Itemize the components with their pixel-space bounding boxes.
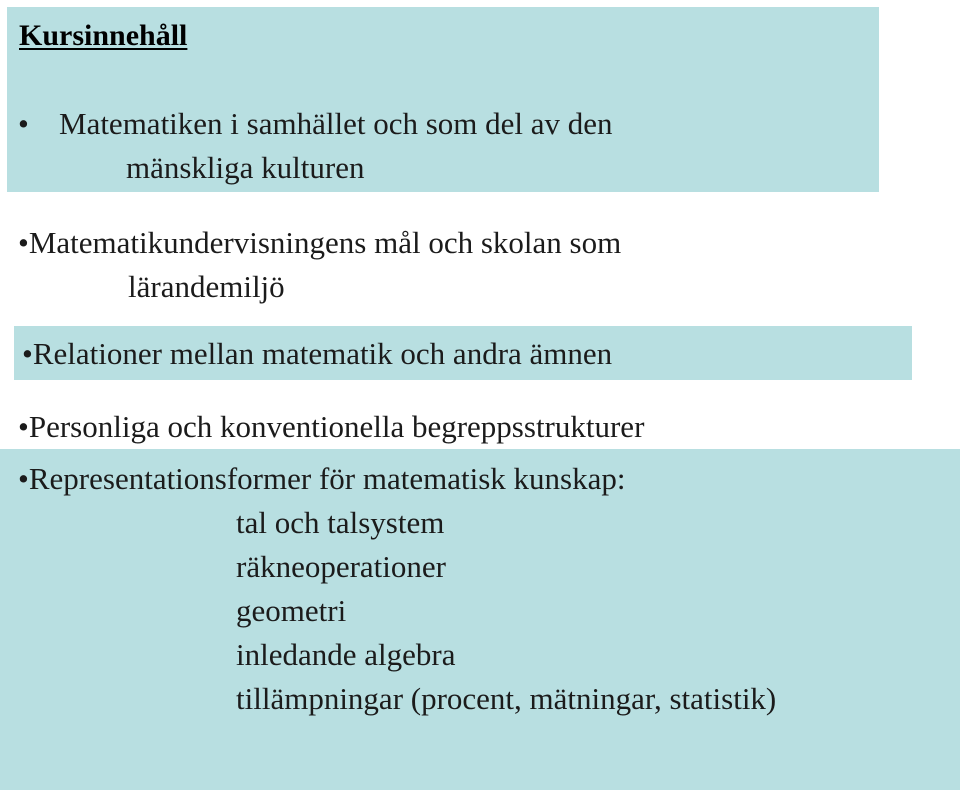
bullet-item-2	[18, 221, 621, 309]
bullet-glyph: •	[18, 461, 29, 496]
bullet-item-4-line-1: Personliga och konventionella begreppsstrukturer	[28, 409, 645, 444]
sub-item-geometry: geometri	[236, 593, 347, 628]
bullet-item-1-line-2: mänskliga kulturen	[126, 150, 365, 185]
sub-item-algebra: inledande algebra	[236, 637, 456, 672]
bullet-glyph: •	[18, 409, 29, 444]
bullet-item-2-line-1: Matematikundervisningens mål och skolan som	[28, 225, 622, 260]
bullet-item-1-line-1: Matematiken i samhället och som del av den	[59, 106, 613, 141]
sub-item-numbers: tal och talsystem	[236, 505, 445, 540]
bullet-glyph: •	[22, 336, 33, 371]
sub-item-applications: tillämpningar (procent, mätningar, statistik)	[236, 681, 777, 716]
bullet-item-1	[18, 102, 613, 190]
sub-item-operations: räkneoperationer	[236, 549, 446, 584]
bullet-item-4	[18, 405, 644, 449]
bullet-item-3-line-1: Relationer mellan matematik och andra ämnen	[32, 336, 613, 371]
bullet-item-3	[22, 332, 612, 376]
bullet-item-5	[18, 457, 776, 721]
bullet-glyph: •	[18, 106, 29, 141]
bullet-item-2-line-2: lärandemiljö	[128, 269, 285, 304]
slide-title: Kursinnehåll	[19, 19, 188, 52]
bullet-item-5-line-1: Representationsformer för matematisk kunskap:	[28, 461, 626, 496]
bullet-glyph: •	[18, 225, 29, 260]
